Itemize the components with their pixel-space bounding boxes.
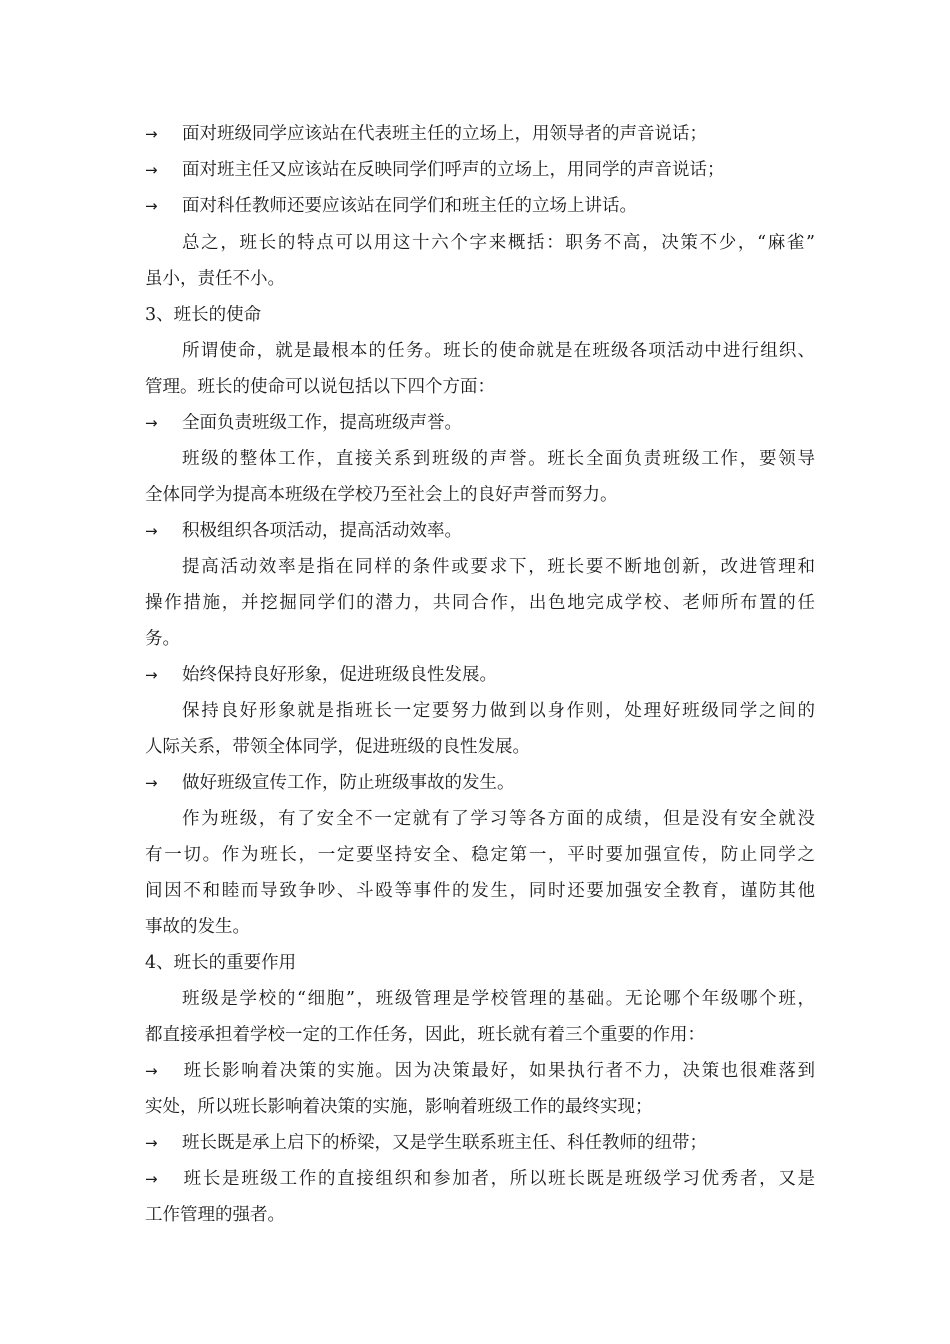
arrow-icon: →: [145, 197, 158, 215]
bullet-text: 做好班级宣传工作，防止班级事故的发生。: [182, 773, 515, 793]
paragraph-line: 管理。班长的使命可以说包括以下四个方面：: [145, 377, 495, 397]
arrow-icon: →: [145, 1134, 158, 1152]
section-heading: 3、班长的使命: [145, 305, 262, 325]
paragraph-line: 全体同学为提高本班级在学校乃至社会上的良好声誉而努力。: [145, 485, 618, 505]
paragraph-line: 务。: [145, 629, 180, 649]
bullet-line: [145, 405, 815, 441]
bullet-line: [145, 657, 815, 693]
paragraph-line: 作为班级，有了安全不一定就有了学习等各方面的成绩，但是没有安全就没: [182, 809, 815, 829]
bullet-text: 班长是班级工作的直接组织和参加者，所以班长既是班级学习优秀者，又是: [182, 1169, 815, 1189]
paragraph-line: 虽小，责任不小。: [145, 269, 285, 289]
arrow-icon: →: [145, 774, 158, 792]
bullet-text: 面对科任教师还要应该站在同学们和班主任的立场上讲话。: [182, 196, 637, 216]
paragraph-line: 工作管理的强者。: [145, 1205, 285, 1225]
bullet-line: [145, 152, 815, 188]
bullet-text: 面对班主任又应该站在反映同学们呼声的立场上，用同学的声音说话；: [182, 160, 725, 180]
bullet-line: [145, 188, 815, 224]
bullet-line: [145, 765, 815, 801]
bullet-line: [145, 1161, 815, 1197]
arrow-icon: →: [145, 1062, 158, 1080]
paragraph-line: 班级是学校的“细胞”，班级管理是学校管理的基础。无论哪个年级哪个班，: [182, 989, 815, 1009]
paragraph-line: 保持良好形象就是指班长一定要努力做到以身作则，处理好班级同学之间的: [182, 701, 815, 721]
paragraph-line: 都直接承担着学校一定的工作任务，因此，班长就有着三个重要的作用：: [145, 1025, 705, 1045]
bullet-text: 班长既是承上启下的桥梁，又是学生联系班主任、科任教师的纽带；: [182, 1133, 707, 1153]
bullet-text: 班长影响着决策的实施。因为决策最好，如果执行者不力，决策也很难落到: [182, 1061, 815, 1081]
paragraph-line: 操作措施，并挖掘同学们的潜力，共同合作，出色地完成学校、老师所布置的任: [145, 593, 815, 613]
arrow-icon: →: [145, 125, 158, 143]
paragraph-line: 人际关系，带领全体同学，促进班级的良性发展。: [145, 737, 530, 757]
arrow-icon: →: [145, 161, 158, 179]
section-heading: 4、班长的重要作用: [145, 953, 297, 973]
paragraph-line: 有一切。作为班长，一定要坚持安全、稳定第一，平时要加强宣传，防止同学之: [145, 845, 815, 865]
bullet-text: 面对班级同学应该站在代表班主任的立场上，用领导者的声音说话；: [182, 124, 707, 144]
arrow-icon: →: [145, 414, 158, 432]
paragraph-line: 提高活动效率是指在同样的条件或要求下，班长要不断地创新，改进管理和: [182, 557, 815, 577]
arrow-icon: →: [145, 666, 158, 684]
bullet-text: 始终保持良好形象，促进班级良性发展。: [182, 665, 497, 685]
paragraph-line: 班级的整体工作，直接关系到班级的声誉。班长全面负责班级工作，要领导: [182, 449, 815, 469]
bullet-text: 积极组织各项活动，提高活动效率。: [182, 521, 462, 541]
paragraph-line: 事故的发生。: [145, 917, 250, 937]
bullet-line: [145, 116, 815, 152]
bullet-text: 全面负责班级工作，提高班级声誉。: [182, 413, 462, 433]
paragraph-line: 实处，所以班长影响着决策的实施，影响着班级工作的最终实现；: [145, 1097, 653, 1117]
bullet-line: [145, 513, 815, 549]
paragraph-line: 总之，班长的特点可以用这十六个字来概括：职务不高，决策不少，“麻雀”: [182, 233, 815, 253]
bullet-line: [145, 1053, 815, 1089]
paragraph-line: 所谓使命，就是最根本的任务。班长的使命就是在班级各项活动中进行组织、: [182, 341, 815, 361]
arrow-icon: →: [145, 522, 158, 540]
arrow-icon: →: [145, 1170, 158, 1188]
bullet-line: [145, 1125, 815, 1161]
paragraph-line: 间因不和睦而导致争吵、斗殴等事件的发生，同时还要加强安全教育，谨防其他: [145, 881, 815, 901]
